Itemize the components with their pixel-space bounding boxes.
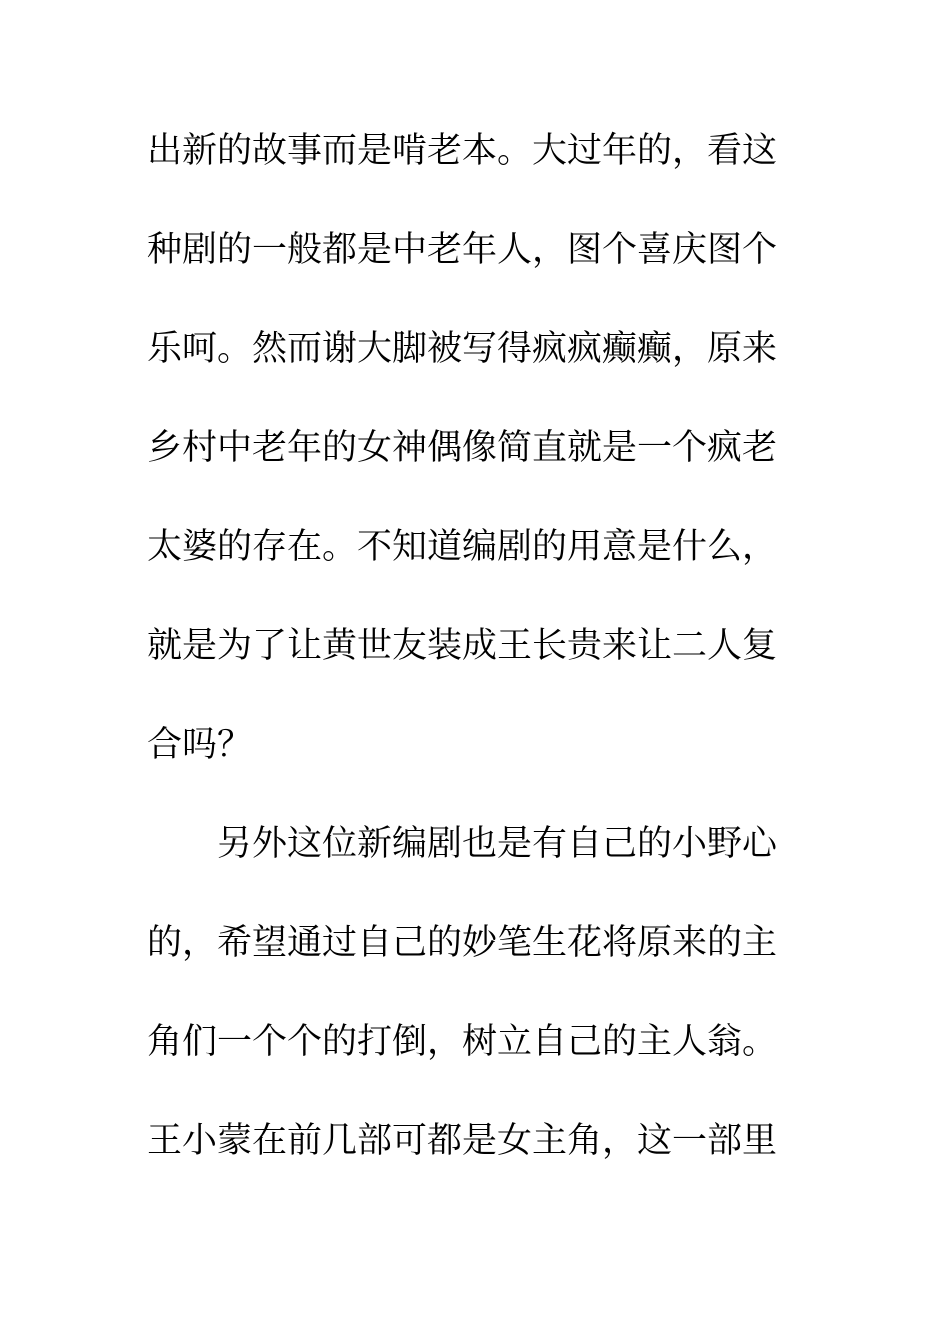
text-line: 太婆的存在。不知道编剧的用意是什么， xyxy=(147,527,778,567)
body-text xyxy=(147,126,787,1215)
text-line: 的，希望通过自己的妙笔生花将原来的主 xyxy=(147,923,778,963)
text-line: 王小蒙在前几部可都是女主角，这一部里 xyxy=(147,1121,778,1161)
text-line: 合吗？ xyxy=(147,725,253,765)
text-line: 出新的故事而是啃老本。大过年的，看这 xyxy=(147,131,778,171)
text-line: 种剧的一般都是中老年人，图个喜庆图个 xyxy=(147,230,778,270)
text-line: 乡村中老年的女神偶像简直就是一个疯老 xyxy=(147,428,778,468)
text-line: 乐呵。然而谢大脚被写得疯疯癫癫，原来 xyxy=(147,329,778,369)
text-line: 角们一个个的打倒，树立自己的主人翁。 xyxy=(147,1022,778,1062)
paragraph-start-line: 另外这位新编剧也是有自己的小野心 xyxy=(217,824,778,864)
text-line: 就是为了让黄世友装成王长贵来让二人复 xyxy=(147,626,778,666)
